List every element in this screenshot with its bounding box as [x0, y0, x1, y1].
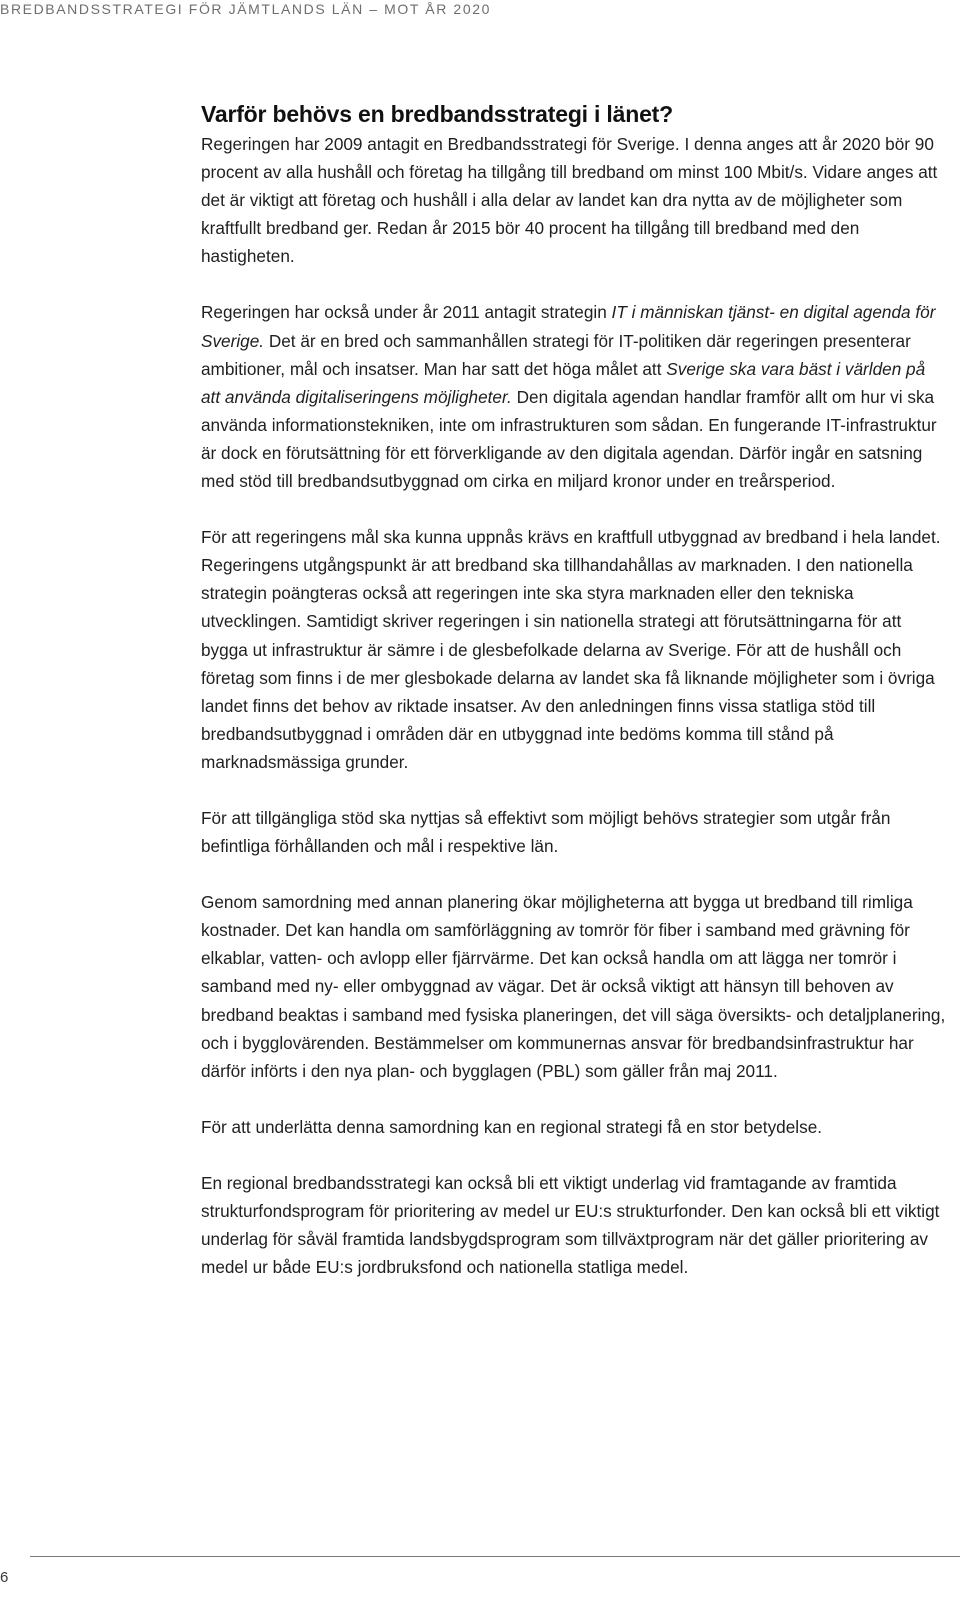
strategy-title: IT i människan tjänst- en digital agenda för Sverige.: [201, 302, 936, 351]
paragraph-eu-funding: En regional bredbandsstrategi kan också bli ett viktigt underlag vid framtagande av framtida strukturfondsprogram för prioritering av medel ur EU:s strukturfonder. Den kan också bli ett viktigt underlag för såväl framtida landsbygdsprogram som tillväxtprogram när det gäller prioritering av medel ur både EU:s jordbruksfond och nationella statliga medel.: [201, 1172, 940, 1278]
article-body: [201, 98, 946, 1309]
goal-quote: Sverige ska vara bäst i världen på att använda digitaliseringens möjligheter.: [201, 358, 926, 407]
paragraph-coordination-importance: För att underlätta denna samordning kan en regional strategi få en stor betydelse.: [201, 1116, 823, 1137]
paragraph-broadband-strategy: Regeringen har 2009 antagit en Bredbandsstrategi för Sverige. I denna anges att år 2020 bör 90 procent av alla hushåll och företag ha tillgång till bredband om minst 100 Mbit/s. Vidare anges att det är viktigt att företag och hushåll i alla delar av landet kan dra nytta av de möjligheter som kraftfullt bredband ger. Redan år 2015 bör 40 procent ha tillgång till bredband med den hastigheten.: [201, 134, 938, 267]
paragraph-coordinated-planning: Genom samordning med annan planering ökar möjligheterna att bygga ut bredband till rimliga kostnader. Det kan handla om samförläggning av tomrör för fiber i samband med grävning för elkablar, vatten- och avlopp eller fjärrvärme. Det kan också handla om att lägga ner tomrör i samband med ny- eller ombyggnad av vägar. Det är också viktigt att hänsyn till behoven av bredband beaktas i samband med fysiska planeringen, det vill säga översikts- och detaljplanering, och i bygglovärenden. Bestämmelser om kommunernas ansvar för bredbandsinfrastruktur har därför införts i den nya plan- och bygglagen (PBL) som gäller från maj 2011.: [201, 892, 946, 1081]
paragraph-text: Regeringen har också under år 2011 antagit strategin: [201, 302, 612, 323]
page-number: 6: [0, 1569, 9, 1586]
paragraph-text: Det är en bred och sammanhållen strategi för IT-politiken där regeringen presenterar ambitioner, mål och insatser. Man har satt det höga målet att: [201, 330, 911, 379]
footer-divider: [30, 1556, 960, 1557]
paragraph-text: Den digitala agendan handlar framför allt om hur vi ska använda informationstekniken, inte om infrastrukturen som sådan. En fungerande IT-infrastruktur är dock en förutsättning för ett förverkligande av den digitala agendan. Därför ingår en satsning med stöd till bredbandsutbyggnad om cirka en miljard kronor under en treårsperiod.: [201, 386, 937, 492]
section-heading: Varför behövs en bredbandsstrategi i länet?: [201, 101, 673, 127]
paragraph-regional-strategies: För att tillgängliga stöd ska nyttjas så effektivt som möjligt behövs strategier som utgår från befintliga förhållanden och mål i respektive län.: [201, 807, 891, 857]
running-header: BREDBANDSSTRATEGI FÖR JÄMTLANDS LÄN – MOT ÅR 2020: [0, 1, 491, 17]
paragraph-market-expansion: För att regeringens mål ska kunna uppnås krävs en kraftfull utbyggnad av bredband i hela landet. Regeringens utgångspunkt är att bredband ska tillhandahållas av marknaden. I den nationella strategin poängteras också att regeringen inte ska styra marknaden eller den tekniska utvecklingen. Samtidigt skriver regeringen i sin nationella strategi att förutsättningarna för att bygga ut infrastruktur är sämre i de glesbefolkade delarna av Sverige. För att de hushåll och företag som finns i de mer glesbokade delarna av landet ska få liknande möjligheter som i övriga landet finns det behov av riktade insatser. Av den anledningen finns vissa statliga stöd till bredbandsutbyggnad i områden där en utbyggnad inte bedöms komma till stånd på marknadsmässiga grunder.: [201, 527, 941, 772]
paragraph-digital-agenda: [201, 298, 946, 495]
